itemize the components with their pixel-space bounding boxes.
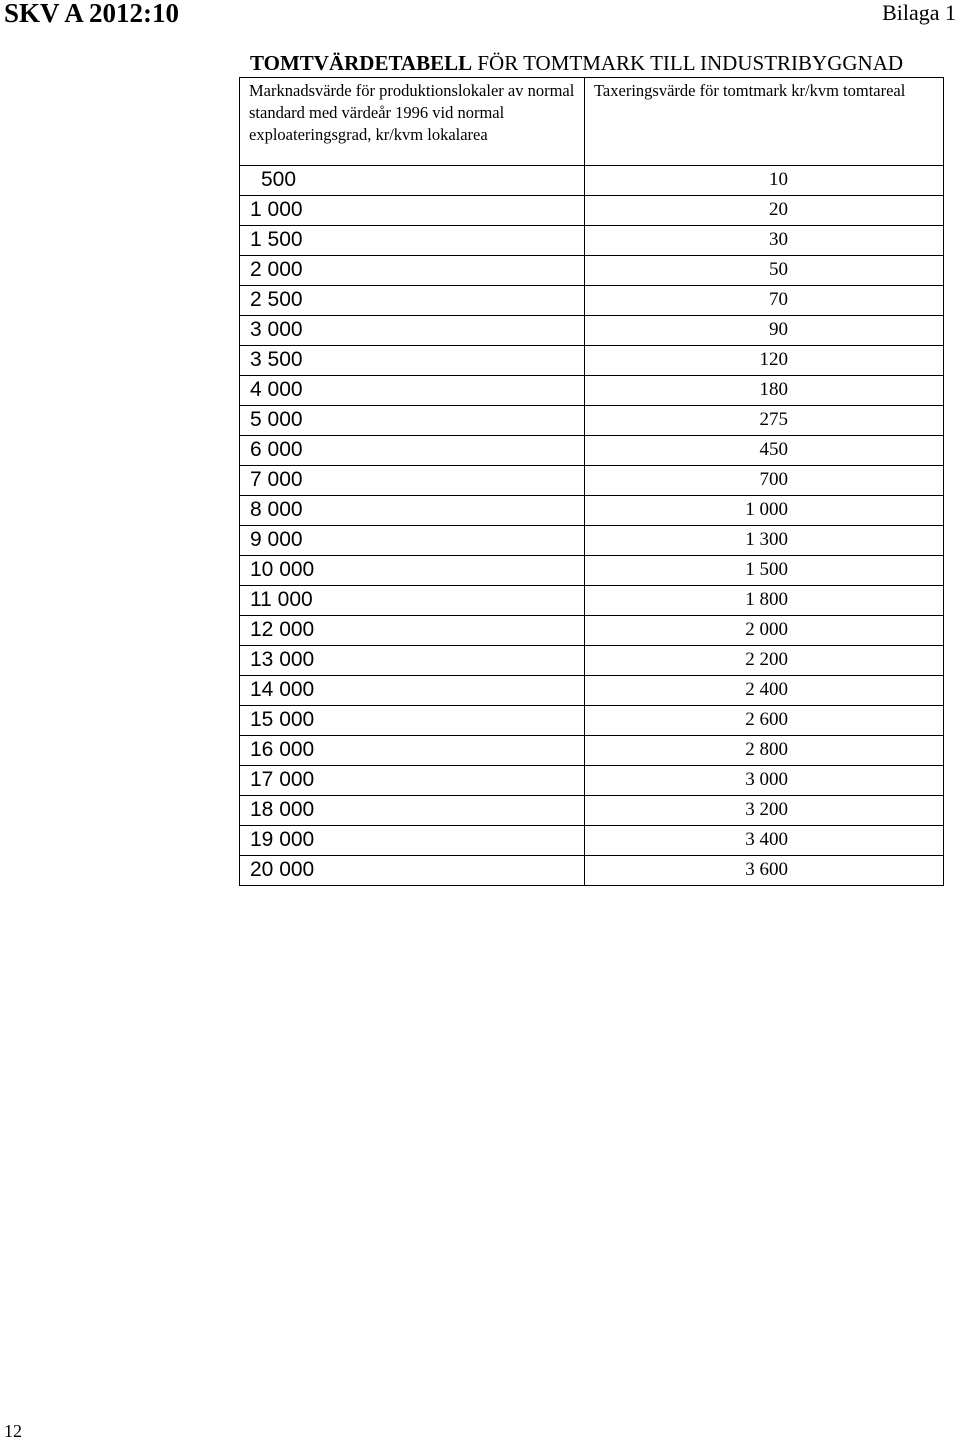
table-row xyxy=(240,646,944,676)
tax-value-cell: 2 000 xyxy=(585,616,944,646)
tax-value-cell: 20 xyxy=(585,196,944,226)
appendix-label: Bilaga 1 xyxy=(882,0,956,25)
table-row xyxy=(240,586,944,616)
market-value-cell: 4 000 xyxy=(240,376,585,406)
tax-value-cell: 120 xyxy=(585,346,944,376)
tax-value-cell: 50 xyxy=(585,256,944,286)
market-value-cell: 17 000 xyxy=(240,766,585,796)
market-value-cell: 8 000 xyxy=(240,496,585,526)
table-row xyxy=(240,196,944,226)
tax-value-cell: 1 500 xyxy=(585,556,944,586)
market-value-cell: 6 000 xyxy=(240,436,585,466)
land-value-table xyxy=(239,77,944,886)
tax-value-cell: 2 600 xyxy=(585,706,944,736)
tax-value-cell: 3 200 xyxy=(585,796,944,826)
document-id: SKV A 2012:10 xyxy=(4,0,180,28)
market-value-cell: 16 000 xyxy=(240,736,585,766)
market-value-cell: 13 000 xyxy=(240,646,585,676)
tax-value-cell: 30 xyxy=(585,226,944,256)
market-value-cell: 19 000 xyxy=(240,826,585,856)
market-value-cell: 2 500 xyxy=(240,286,585,316)
table-row xyxy=(240,616,944,646)
market-value-cell: 11 000 xyxy=(240,586,585,616)
table-row xyxy=(240,226,944,256)
tax-value-cell: 2 200 xyxy=(585,646,944,676)
market-value-cell: 9 000 xyxy=(240,526,585,556)
market-value-cell: 1 500 xyxy=(240,226,585,256)
table-row xyxy=(240,766,944,796)
tax-value-cell: 450 xyxy=(585,436,944,466)
table-row xyxy=(240,496,944,526)
tax-value-cell: 180 xyxy=(585,376,944,406)
table-title xyxy=(250,51,903,76)
tax-value-column-header: Taxeringsvärde för tomtmark kr/kvm tomtareal xyxy=(585,78,944,166)
market-value-cell: 15 000 xyxy=(240,706,585,736)
market-value-column-header: Marknadsvärde för produktionslokaler av normal standard med värdeår 1996 vid normal exploateringsgrad, kr/kvm lokalarea xyxy=(240,78,585,166)
tax-value-cell: 3 600 xyxy=(585,856,944,886)
market-value-cell: 20 000 xyxy=(240,856,585,886)
market-value-cell: 12 000 xyxy=(240,616,585,646)
table-body xyxy=(240,166,944,886)
tax-value-cell: 2 400 xyxy=(585,676,944,706)
market-value-cell: 18 000 xyxy=(240,796,585,826)
market-value-cell: 500 xyxy=(240,166,585,196)
table-row xyxy=(240,706,944,736)
table-row xyxy=(240,526,944,556)
table-row xyxy=(240,316,944,346)
tax-value-cell: 3 400 xyxy=(585,826,944,856)
market-value-cell: 3 000 xyxy=(240,316,585,346)
table-header-row xyxy=(240,78,944,166)
market-value-cell: 10 000 xyxy=(240,556,585,586)
table-row xyxy=(240,286,944,316)
table-row xyxy=(240,376,944,406)
table-row xyxy=(240,796,944,826)
market-value-cell: 1 000 xyxy=(240,196,585,226)
page-number: 12 xyxy=(4,1421,22,1441)
tax-value-cell: 1 800 xyxy=(585,586,944,616)
table-row xyxy=(240,466,944,496)
table-row xyxy=(240,436,944,466)
tax-value-cell: 1 300 xyxy=(585,526,944,556)
table-row xyxy=(240,256,944,286)
market-value-cell: 2 000 xyxy=(240,256,585,286)
market-value-cell: 7 000 xyxy=(240,466,585,496)
table-row xyxy=(240,406,944,436)
tax-value-cell: 10 xyxy=(585,166,944,196)
table-row xyxy=(240,346,944,376)
table-row xyxy=(240,736,944,766)
table-title-bold: TOMTVÄRDETABELL xyxy=(250,51,473,75)
tax-value-cell: 275 xyxy=(585,406,944,436)
tax-value-cell: 90 xyxy=(585,316,944,346)
market-value-cell: 14 000 xyxy=(240,676,585,706)
table-row xyxy=(240,676,944,706)
tax-value-cell: 700 xyxy=(585,466,944,496)
table-row xyxy=(240,166,944,196)
tax-value-cell: 2 800 xyxy=(585,736,944,766)
tax-value-cell: 70 xyxy=(585,286,944,316)
tax-value-cell: 3 000 xyxy=(585,766,944,796)
market-value-cell: 3 500 xyxy=(240,346,585,376)
market-value-cell: 5 000 xyxy=(240,406,585,436)
table-row xyxy=(240,856,944,886)
tax-value-cell: 1 000 xyxy=(585,496,944,526)
table-title-rest: FÖR TOMTMARK TILL INDUSTRIBYGGNAD xyxy=(472,51,904,75)
table-row xyxy=(240,826,944,856)
table-row xyxy=(240,556,944,586)
